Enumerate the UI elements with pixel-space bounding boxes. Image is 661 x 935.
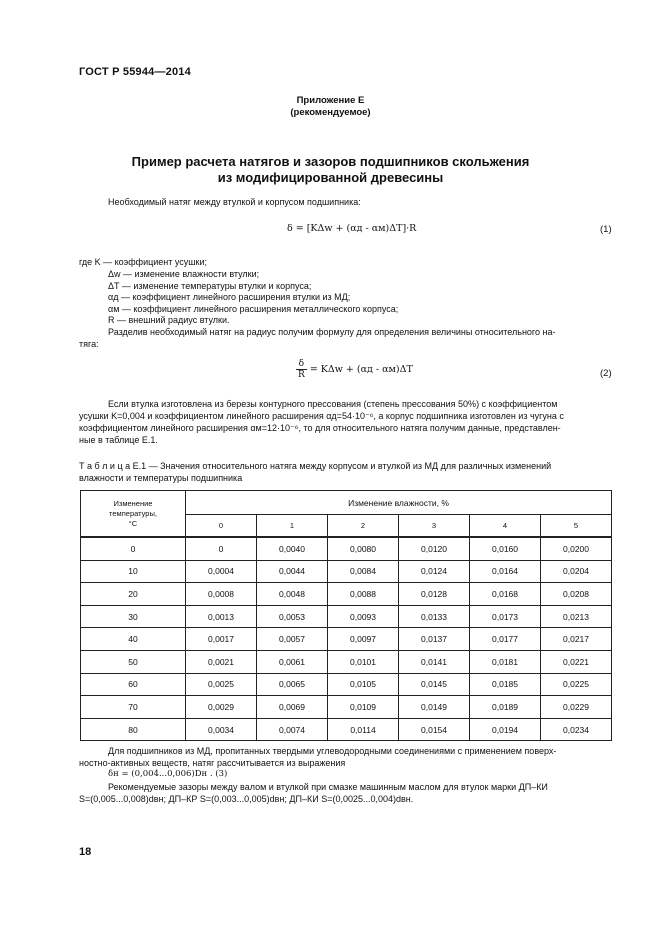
table-cell: 0,0200 (541, 537, 612, 560)
gaps-paragraph-line1: Рекомендуемые зазоры между валом и втулкой при смазке машинным маслом для втулок марки ДП–КИ (108, 782, 548, 792)
table-cell: 0,0074 (257, 718, 328, 741)
table-row (81, 537, 612, 560)
row-temperature-cell: 60 (81, 673, 186, 696)
table-cell: 0,0213 (541, 605, 612, 628)
formula-2 (296, 359, 413, 380)
table-cell: 0,0185 (470, 673, 541, 696)
table-cell: 0,0084 (328, 560, 399, 583)
column-header: 2 (328, 515, 399, 538)
table-cell: 0,0097 (328, 628, 399, 651)
row-header-line1: Изменение (113, 498, 153, 508)
table-cell: 0,0168 (470, 583, 541, 606)
section-title-line1: Пример расчета натягов и зазоров подшипников скольжения (131, 154, 530, 169)
column-header: 3 (399, 515, 470, 538)
table-cell: 0,0034 (186, 718, 257, 741)
where-r: R — внешний радиус втулки. (108, 315, 230, 325)
table-row (81, 605, 612, 628)
row-header-line2: температуры, (109, 508, 157, 518)
formula-2-expression: = KΔw + (αд - αм)ΔT (309, 364, 413, 375)
divide-paragraph-line1: Разделив необходимый натяг на радиус получим формулу для определения величины относительного на- (108, 327, 556, 337)
table-cell: 0,0221 (541, 650, 612, 673)
birch-paragraph-line2: усушки K=0,004 и коэффициентом линейного расширения αд=54·10⁻⁶, а корпус подшипника изготовлен из чугуна с (79, 411, 564, 421)
where-k: где K — коэффициент усушки; (79, 257, 207, 267)
formula-2-fraction (296, 359, 307, 380)
formula-2-numerator: δ (296, 359, 307, 370)
table-cell: 0,0133 (399, 605, 470, 628)
birch-paragraph-line4: ные в таблице Е.1. (79, 435, 158, 445)
table-row (81, 718, 612, 741)
table-cell: 0,0044 (257, 560, 328, 583)
row-temperature-cell: 20 (81, 583, 186, 606)
row-temperature-cell: 10 (81, 560, 186, 583)
table-cell: 0,0225 (541, 673, 612, 696)
page-number: 18 (79, 846, 92, 858)
table-cell: 0,0093 (328, 605, 399, 628)
table-cell: 0,0189 (470, 696, 541, 719)
table-cell: 0,0164 (470, 560, 541, 583)
table-cell: 0,0208 (541, 583, 612, 606)
table-cell: 0,0173 (470, 605, 541, 628)
formula-3: δн = (0,004...0,006)Dн . (3) (108, 769, 228, 779)
table-cell: 0,0101 (328, 650, 399, 673)
column-header: 1 (257, 515, 328, 538)
bearings-paragraph-line2: ностно-активных веществ, натяг рассчитывается из выражения (79, 758, 346, 768)
column-header: 4 (470, 515, 541, 538)
table-row (81, 673, 612, 696)
where-alpha-m: αм — коэффициент линейного расширения металлического корпуса; (108, 304, 399, 314)
table-cell: 0,0149 (399, 696, 470, 719)
birch-paragraph-line3: коэффициентом линейного расширения αм=12·10⁻⁶, то для относительного натяга получим данные, представлен- (79, 423, 561, 433)
table-cell: 0,0029 (186, 696, 257, 719)
table-cell: 0,0194 (470, 718, 541, 741)
row-header-temperature (81, 491, 186, 538)
table-cell: 0,0008 (186, 583, 257, 606)
table-caption-line1: Т а б л и ц а Е.1 — Значения относительного натяга между корпусом и втулкой из МД для различных изменений (79, 461, 552, 471)
table-row (81, 696, 612, 719)
table-cell: 0,0057 (257, 628, 328, 651)
table-cell: 0,0025 (186, 673, 257, 696)
row-temperature-cell: 50 (81, 650, 186, 673)
row-temperature-cell: 70 (81, 696, 186, 719)
table-cell: 0,0128 (399, 583, 470, 606)
table-cell: 0,0114 (328, 718, 399, 741)
table-cell: 0,0177 (470, 628, 541, 651)
table-cell: 0,0065 (257, 673, 328, 696)
bearings-paragraph-line1: Для подшипников из МД, пропитанных твердыми углеводородными соединениями с применением поверх- (108, 746, 557, 756)
table-cell: 0,0048 (257, 583, 328, 606)
table-cell: 0,0145 (399, 673, 470, 696)
row-header-line3: °С (128, 518, 138, 528)
table-cell: 0,0229 (541, 696, 612, 719)
formula-1-number: (1) (600, 224, 612, 235)
table-row (81, 583, 612, 606)
standard-designation: ГОСТ Р 55944—2014 (79, 66, 191, 78)
table-cell: 0,0080 (328, 537, 399, 560)
table-cell: 0,0160 (470, 537, 541, 560)
table-cell: 0,0061 (257, 650, 328, 673)
intro-paragraph: Необходимый натяг между втулкой и корпусом подшипника: (108, 197, 361, 207)
formula-2-number: (2) (600, 368, 612, 379)
appendix-label: Приложение Е (296, 95, 365, 106)
table-cell: 0,0120 (399, 537, 470, 560)
table-caption-line2: влажности и температуры подшипника (79, 473, 243, 483)
table-cell: 0,0137 (399, 628, 470, 651)
table-cell: 0,0004 (186, 560, 257, 583)
table-cell: 0,0013 (186, 605, 257, 628)
table-cell: 0,0154 (399, 718, 470, 741)
row-temperature-cell: 80 (81, 718, 186, 741)
table-cell: 0 (186, 537, 257, 560)
table-body (81, 537, 612, 741)
row-temperature-cell: 30 (81, 605, 186, 628)
table-cell: 0,0053 (257, 605, 328, 628)
table-cell: 0,0088 (328, 583, 399, 606)
table-cell: 0,0204 (541, 560, 612, 583)
where-dw: Δw — изменение влажности втулки; (108, 269, 260, 279)
table-cell: 0,0234 (541, 718, 612, 741)
table-cell: 0,0105 (328, 673, 399, 696)
table-cell: 0,0069 (257, 696, 328, 719)
table-cell: 0,0021 (186, 650, 257, 673)
table-cell: 0,0017 (186, 628, 257, 651)
table-cell: 0,0109 (328, 696, 399, 719)
row-temperature-cell: 40 (81, 628, 186, 651)
interference-table (80, 490, 612, 741)
table-cell: 0,0040 (257, 537, 328, 560)
table-row (81, 560, 612, 583)
gaps-paragraph-line2: S=(0,005...0,008)dвн; ДП–КР S=(0,003...0,005)dвн; ДП–КИ S=(0,0025...0,004)dвн. (79, 794, 414, 804)
table-row (81, 628, 612, 651)
table-cell: 0,0124 (399, 560, 470, 583)
table-cell: 0,0141 (399, 650, 470, 673)
column-header: 5 (541, 515, 612, 538)
formula-1: δ = [KΔw + (αд - αм)ΔT]·R (287, 223, 417, 234)
table-cell: 0,0217 (541, 628, 612, 651)
group-header-humidity: Изменение влажности, % (186, 491, 612, 515)
table-cell: 0,0181 (470, 650, 541, 673)
divide-paragraph-line2: тяга: (79, 339, 99, 349)
row-temperature-cell: 0 (81, 537, 186, 560)
where-alpha-d: αд — коэффициент линейного расширения втулки из МД; (108, 292, 351, 302)
section-title-line2: из модифицированной древесины (217, 170, 444, 185)
birch-paragraph-line1: Если втулка изготовлена из березы контурного прессования (степень прессования 50%) с коэффициентом (108, 399, 558, 409)
formula-2-denominator: R (298, 370, 305, 380)
where-dt: ΔT — изменение температуры втулки и корпуса; (108, 281, 312, 291)
appendix-status: (рекомендуемое) (290, 107, 371, 118)
table-row (81, 650, 612, 673)
column-header: 0 (186, 515, 257, 538)
